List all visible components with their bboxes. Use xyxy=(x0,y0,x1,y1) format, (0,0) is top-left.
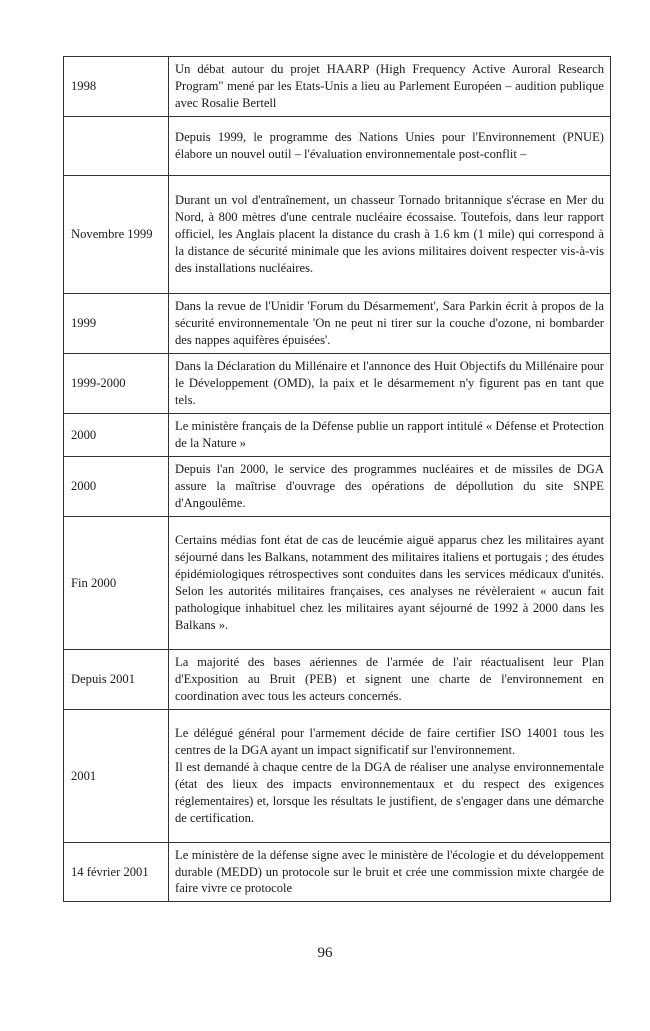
event-text: Certains médias font état de cas de leucémie aiguë apparus chez les militaires ayant séjourné dans les Balkans, notamment des militaires italiens et portugais ; des études épidémiologiques rétrospectives sont conduites dans les services médicaux d'unités. Selon les autorités militaires françaises, ces analyses ne révèleraient « aucun fait pathologique inhabituel chez les militaires ayant séjourné de 1992 à 2000 dans les Balkans ». xyxy=(175,533,604,632)
event-cell xyxy=(169,176,611,294)
date-cell xyxy=(64,294,169,354)
date-text: 2001 xyxy=(71,768,97,783)
event-cell xyxy=(169,57,611,117)
table-row xyxy=(64,710,611,843)
date-text: 2000 xyxy=(71,427,97,442)
date-cell xyxy=(64,117,169,176)
event-cell xyxy=(169,294,611,354)
table-row xyxy=(64,457,611,517)
date-text: 1999-2000 xyxy=(71,376,126,391)
date-cell xyxy=(64,57,169,117)
event-text: Dans la revue de l'Unidir 'Forum du Désarmement', Sara Parkin écrit à propos de la sécurité environnementale 'On ne peut ni tirer sur la couche d'ozone, ni bombarder des nappes aquifères épuisées'. xyxy=(175,299,604,347)
event-text: Il est demandé à chaque centre de la DGA de réaliser une analyse environnementale (état des lieux des impacts environnementaux et du respect des exigences réglementaires) et, lorsque les résultats le justifient, de s'engager dans une démarche de certification. xyxy=(175,760,604,825)
date-cell xyxy=(64,176,169,294)
table-row xyxy=(64,354,611,414)
event-cell xyxy=(169,414,611,457)
date-cell xyxy=(64,710,169,843)
date-text: Depuis 2001 xyxy=(71,672,136,687)
date-text: 2000 xyxy=(71,479,97,494)
event-cell xyxy=(169,843,611,902)
date-text: 14 février 2001 xyxy=(71,864,149,879)
event-text: Depuis l'an 2000, le service des programmes nucléaires et de missiles de DGA assure la maîtrise d'ouvrage des opérations de dépollution du site SNPE d'Angoulême. xyxy=(175,462,604,510)
event-cell xyxy=(169,517,611,650)
date-text: 1998 xyxy=(71,79,97,94)
event-cell xyxy=(169,710,611,843)
table-row xyxy=(64,414,611,457)
event-text: Depuis 1999, le programme des Nations Unies pour l'Environnement (PNUE) élabore un nouvel outil – l'évaluation environnementale post-conflit – xyxy=(175,130,604,161)
date-text: 1999 xyxy=(71,316,97,331)
table-row xyxy=(64,117,611,176)
event-text: Durant un vol d'entraînement, un chasseur Tornado britannique s'écrase en Mer du Nord, à 800 mètres d'une centrale nucléaire écossaise. Toutefois, dans leur rapport officiel, les Anglais placent la distance du crash à 1.6 km (1 mile) qui correspond à la distance de sécurité minimale que les avions militaires doivent respecter vis-à-vis des installations nucléaires. xyxy=(175,193,604,275)
chronology-table xyxy=(63,56,611,902)
date-text: Novembre 1999 xyxy=(71,227,153,242)
event-text: Un débat autour du projet HAARP (High Frequency Active Auroral Research Program" mené par les Etats-Unis a lieu au Parlement Européen – audition publique avec Rosalie Bertell xyxy=(175,62,604,110)
event-cell xyxy=(169,354,611,414)
table-row xyxy=(64,517,611,650)
date-text: Fin 2000 xyxy=(71,575,117,590)
table-row xyxy=(64,843,611,902)
event-text: Le délégué général pour l'armement décide de faire certifier ISO 14001 tous les centres de la DGA ayant un impact significatif sur l'environnement. xyxy=(175,726,604,758)
event-text: Le ministère français de la Défense publie un rapport intitulé « Défense et Protection de la Nature » xyxy=(175,419,604,450)
date-cell xyxy=(64,414,169,457)
event-cell xyxy=(169,117,611,176)
date-cell xyxy=(64,457,169,517)
date-cell xyxy=(64,517,169,650)
page-number: 96 xyxy=(317,945,333,961)
event-cell xyxy=(169,457,611,517)
event-cell xyxy=(169,650,611,710)
table-row xyxy=(64,650,611,710)
event-text: Dans la Déclaration du Millénaire et l'annonce des Huit Objectifs du Millénaire pour le Développement (OMD), la paix et le désarmement n'y figurent pas en tant que tels. xyxy=(175,359,604,407)
chronology-table-body xyxy=(64,57,611,902)
event-text: La majorité des bases aériennes de l'armée de l'air réactualisent leur Plan d'Exposition au Bruit (PEB) et signent une charte de l'environnement en coordination avec tous les acteurs concernés. xyxy=(175,655,604,703)
date-cell xyxy=(64,650,169,710)
table-row xyxy=(64,57,611,117)
event-text: Le ministère de la défense signe avec le ministère de l'écologie et du développement durable (MEDD) un protocole sur le bruit et crée une commission mixte chargée de faire vivre ce protocole xyxy=(175,847,604,896)
table-row xyxy=(64,176,611,294)
date-cell xyxy=(64,843,169,902)
table-row xyxy=(64,294,611,354)
date-cell xyxy=(64,354,169,414)
